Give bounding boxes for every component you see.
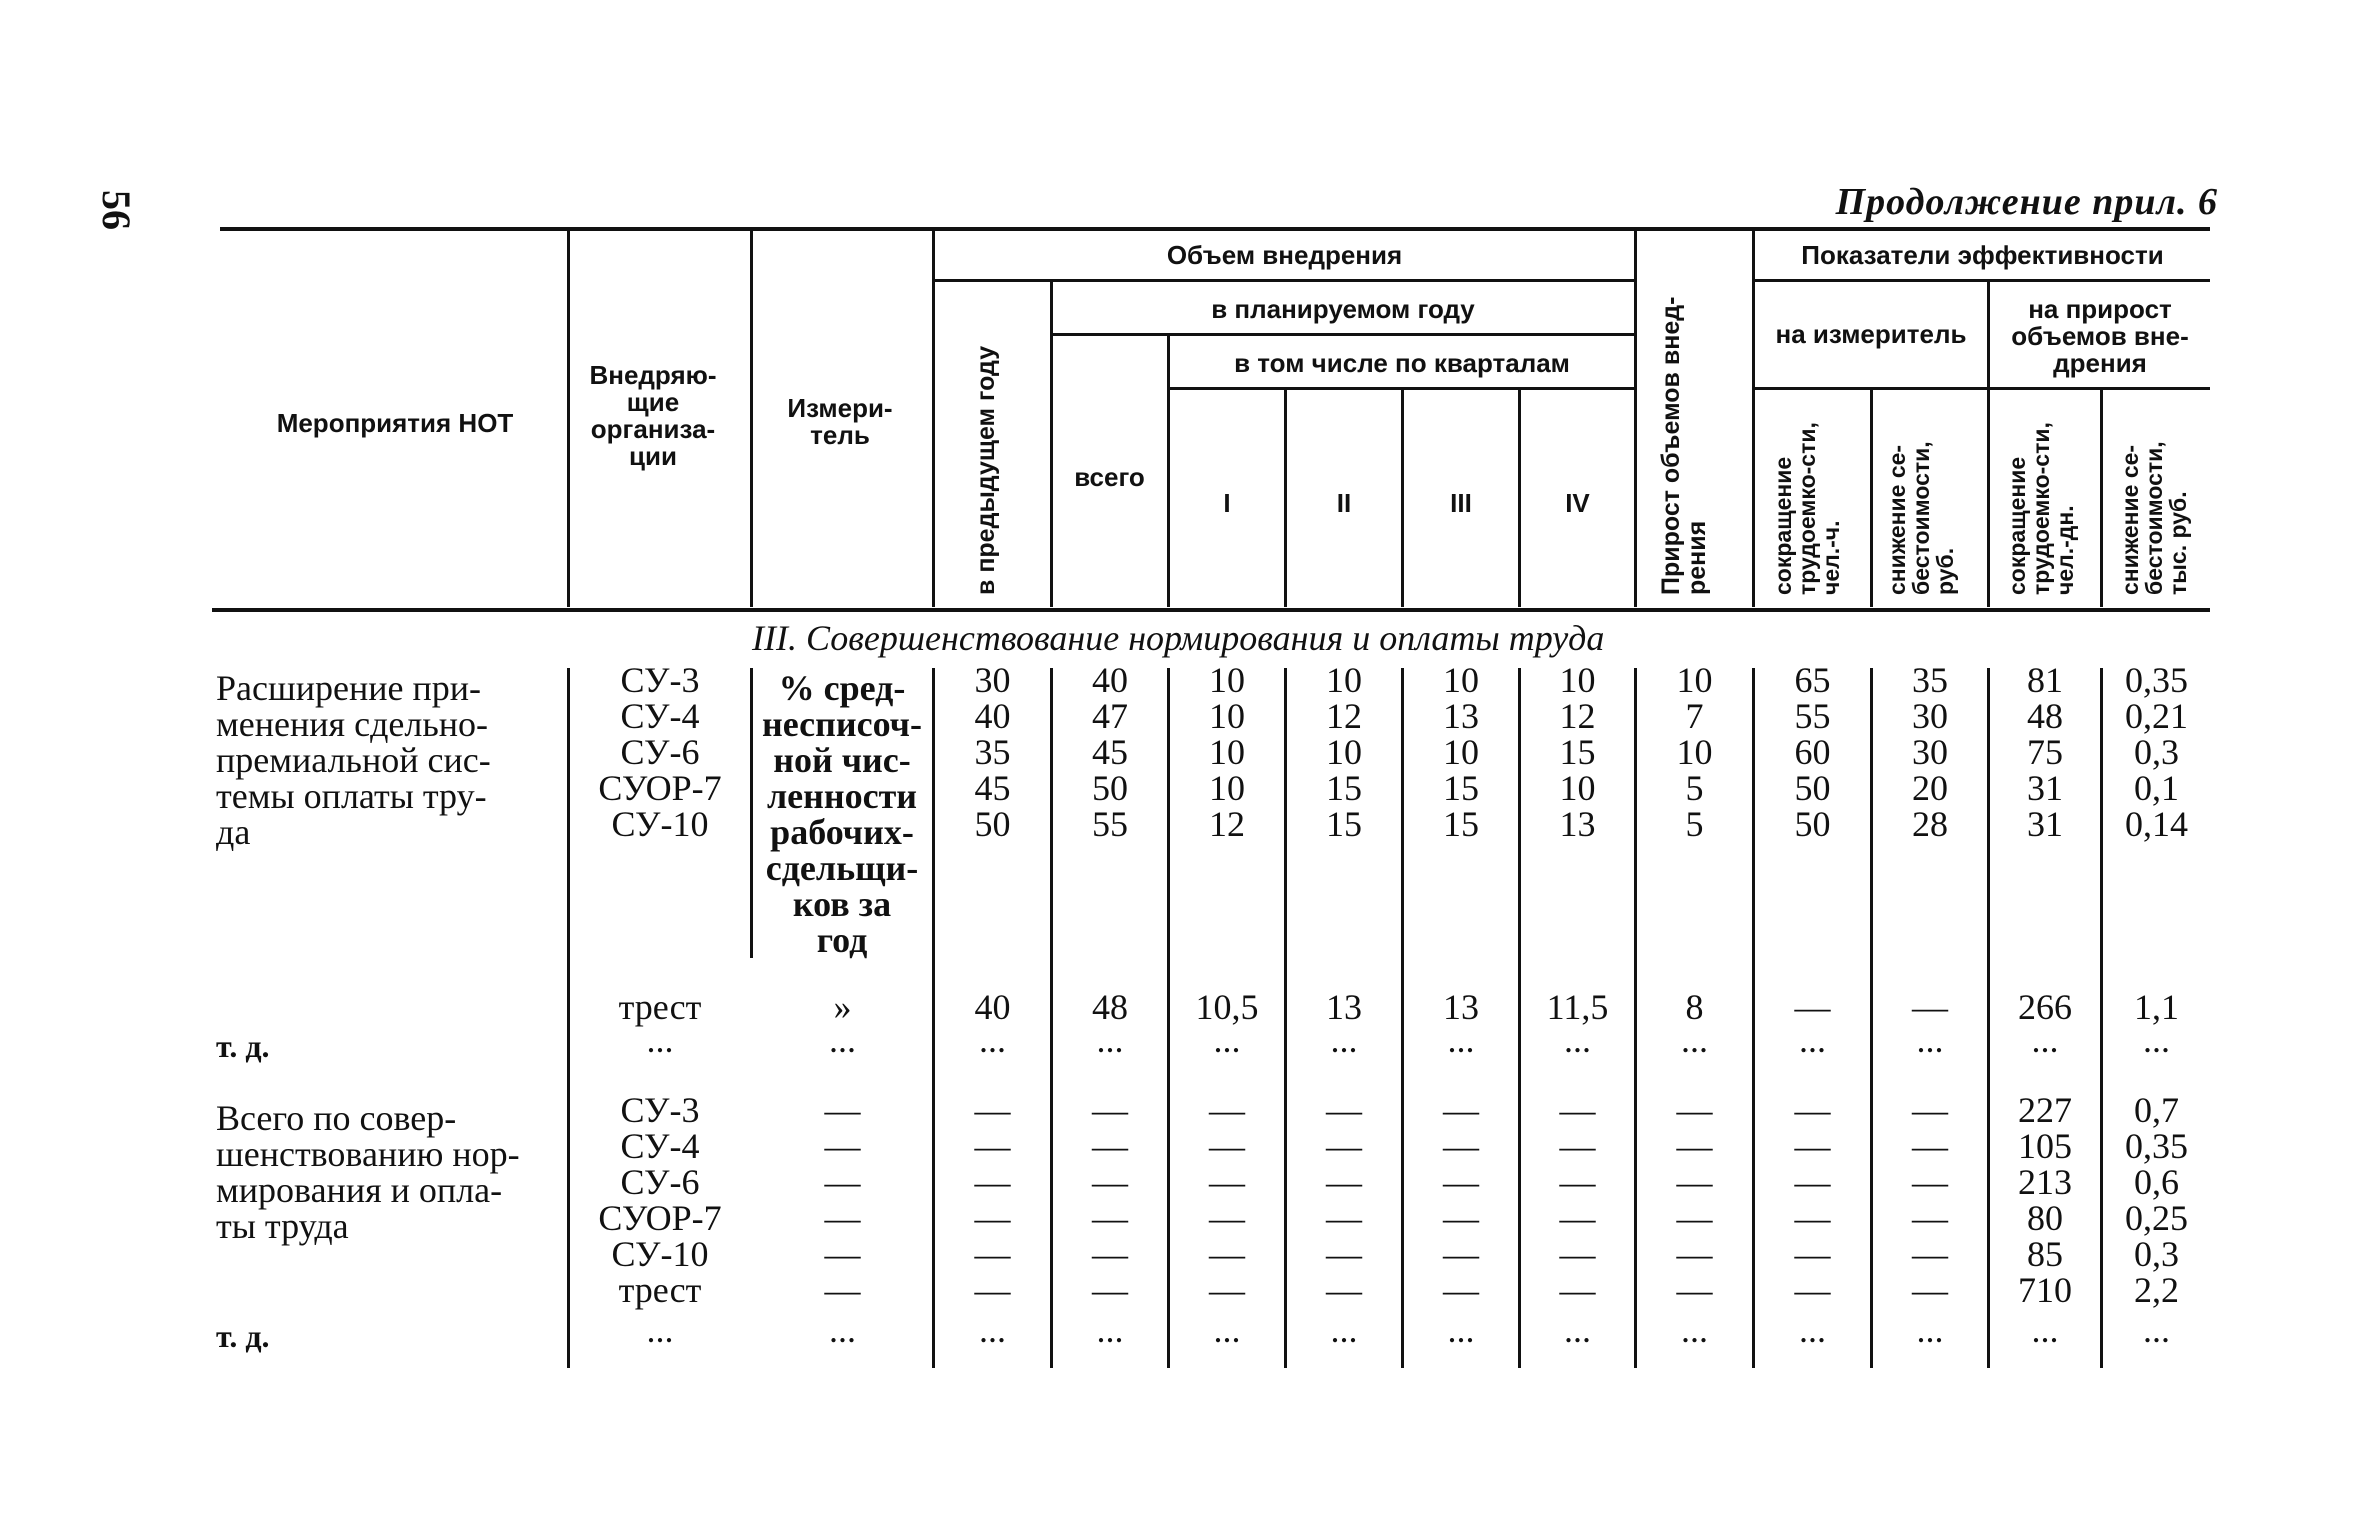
ellipsis-cell: ... bbox=[2031, 1310, 2059, 1350]
lh-cell: 50 bbox=[1794, 768, 1831, 808]
header-per-meter: на измеритель bbox=[1775, 319, 1967, 349]
ellipsis-cell: ... bbox=[829, 1020, 856, 1060]
activity-line: мирования и опла- bbox=[216, 1170, 503, 1210]
prev-cell: — bbox=[974, 1126, 1011, 1166]
group1-meter bbox=[754, 670, 930, 958]
q3-cell: — bbox=[1443, 1162, 1479, 1202]
growth-cell: — bbox=[1676, 1126, 1713, 1166]
q2-cell: 13 bbox=[1326, 987, 1362, 1027]
header-volume: Объем внедрения bbox=[1166, 240, 1403, 270]
org-cell: трест bbox=[618, 987, 702, 1027]
header-meter: Измери-тель bbox=[787, 393, 893, 450]
q1-cell: 10 bbox=[1209, 768, 1245, 808]
ellipsis-cell: ... bbox=[1799, 1020, 1826, 1060]
lh-cell: — bbox=[1794, 1162, 1831, 1202]
vline-meter bbox=[750, 231, 753, 607]
q4-cell: 13 bbox=[1559, 804, 1596, 844]
q1-cell: — bbox=[1209, 1162, 1245, 1202]
prev-cell: — bbox=[974, 1162, 1011, 1202]
activity-line: Всего по совер- bbox=[216, 1098, 457, 1138]
growth-cell: — bbox=[1676, 1090, 1713, 1130]
meter-line: год bbox=[816, 920, 868, 960]
ld-cell: 31 bbox=[2027, 804, 2063, 844]
prev-cell: 50 bbox=[974, 804, 1011, 844]
prev-cell: 40 bbox=[974, 987, 1011, 1027]
q4-cell: — bbox=[1559, 1234, 1596, 1274]
q4-cell: 10 bbox=[1559, 660, 1596, 700]
page-number: 56 bbox=[94, 190, 139, 230]
growth-cell: 5 bbox=[1685, 804, 1704, 844]
q3-cell: 13 bbox=[1443, 696, 1479, 736]
meter-line: рабочих- bbox=[770, 812, 914, 852]
ck-cell: 0,3 bbox=[2134, 732, 2179, 772]
header-org: Внедряю-щие организа-ции bbox=[589, 360, 717, 471]
cr-cell: — bbox=[1912, 1162, 1948, 1202]
q4-cell: 15 bbox=[1559, 732, 1596, 772]
meter-cell: — bbox=[824, 1090, 861, 1130]
ck-cell: 0,1 bbox=[2134, 768, 2179, 808]
q2-cell: 10 bbox=[1326, 660, 1362, 700]
lh-cell: — bbox=[1794, 1198, 1831, 1238]
meter-line: ков за bbox=[792, 884, 892, 924]
etc-label: т. д. bbox=[216, 1028, 270, 1064]
ld-cell: 85 bbox=[2027, 1234, 2063, 1274]
ld-cell: 80 bbox=[2027, 1198, 2063, 1238]
meter-cell: — bbox=[824, 1126, 861, 1166]
ellipsis-cell: ... bbox=[1564, 1020, 1591, 1060]
ld-cell: 266 bbox=[2018, 987, 2072, 1027]
prev-cell: 40 bbox=[974, 696, 1011, 736]
q4-cell: 11,5 bbox=[1546, 987, 1609, 1027]
org-cell: СУОР-7 bbox=[598, 1198, 722, 1238]
org-cell: СУ-4 bbox=[620, 1126, 700, 1166]
q3-cell: — bbox=[1443, 1090, 1479, 1130]
total-cell: 55 bbox=[1092, 804, 1128, 844]
cr-cell: 20 bbox=[1912, 768, 1948, 808]
q4-cell: 12 bbox=[1559, 696, 1596, 736]
ellipsis-cell: ... bbox=[829, 1310, 856, 1350]
cr-cell: — bbox=[1912, 1198, 1948, 1238]
top-rule bbox=[220, 227, 2210, 231]
prev-cell: — bbox=[974, 1234, 1011, 1274]
q2-cell: — bbox=[1326, 1090, 1362, 1130]
lh-cell: 60 bbox=[1794, 732, 1831, 772]
lh-cell: — bbox=[1794, 1126, 1831, 1166]
q4-cell: — bbox=[1559, 1090, 1596, 1130]
header-cost-reduction-rub: снижение се-бестоимости, руб. bbox=[1884, 441, 1958, 595]
ellipsis-cell: ... bbox=[1213, 1020, 1241, 1060]
meter-line: ной чис- bbox=[773, 740, 911, 780]
ellipsis-cell: ... bbox=[1681, 1020, 1708, 1060]
growth-cell: — bbox=[1676, 1198, 1713, 1238]
activity-line: ты труда bbox=[216, 1206, 349, 1246]
growth-cell: — bbox=[1676, 1162, 1713, 1202]
header-growth: Прирост объемов внед-рения bbox=[1657, 296, 1711, 595]
lh-cell: — bbox=[1794, 1270, 1831, 1310]
total-cell: 48 bbox=[1092, 987, 1128, 1027]
q3-cell: — bbox=[1443, 1198, 1479, 1238]
org-cell: СУ-10 bbox=[611, 1234, 709, 1274]
ellipsis-cell: ... bbox=[1916, 1020, 1944, 1060]
q4-cell: — bbox=[1559, 1126, 1596, 1166]
ld-cell: 227 bbox=[2018, 1090, 2072, 1130]
ellipsis-cell: ... bbox=[1330, 1310, 1358, 1350]
q2-cell: — bbox=[1326, 1234, 1362, 1274]
body-vline-meter bbox=[750, 668, 753, 958]
cr-cell: — bbox=[1912, 987, 1948, 1027]
prev-cell: — bbox=[974, 1270, 1011, 1310]
q1-cell: 10 bbox=[1209, 696, 1245, 736]
total-cell: 47 bbox=[1092, 696, 1128, 736]
activity-line: менения сдельно- bbox=[216, 704, 489, 744]
ld-cell: 710 bbox=[2018, 1270, 2072, 1310]
q2-cell: 10 bbox=[1326, 732, 1362, 772]
org-cell: СУ-10 bbox=[611, 804, 709, 844]
cr-cell: 28 bbox=[1912, 804, 1948, 844]
section-title: III. Совершенствование нормирования и оплаты труда bbox=[752, 618, 1605, 658]
header-q2: II bbox=[1336, 488, 1352, 518]
ck-cell: 0,14 bbox=[2125, 804, 2188, 844]
ck-cell: 0,21 bbox=[2125, 696, 2188, 736]
q1-cell: — bbox=[1209, 1270, 1245, 1310]
ellipsis-cell: ... bbox=[1799, 1310, 1826, 1350]
header-q3: III bbox=[1450, 488, 1472, 518]
q1-cell: 10 bbox=[1209, 732, 1245, 772]
cr-cell: — bbox=[1912, 1234, 1948, 1274]
ellipsis-cell: ... bbox=[1096, 1310, 1124, 1350]
total-cell: — bbox=[1092, 1126, 1128, 1166]
org-cell: трест bbox=[618, 1270, 702, 1310]
activity-line: премиальной сис- bbox=[216, 740, 491, 780]
q3-cell: — bbox=[1443, 1270, 1479, 1310]
vline-per-meter-mid bbox=[1870, 390, 1873, 607]
ellipsis-cell: ... bbox=[1447, 1020, 1475, 1060]
q2-cell: — bbox=[1326, 1162, 1362, 1202]
header-prev-year: в предыдущем году bbox=[972, 345, 1000, 595]
q2-cell: — bbox=[1326, 1198, 1362, 1238]
q2-cell: 15 bbox=[1326, 768, 1362, 808]
org-cell: СУ-6 bbox=[620, 732, 700, 772]
header-labor-reduction-days: сокращение трудоемко-сти, чел.-дн. bbox=[2004, 422, 2078, 595]
rule-volume bbox=[935, 279, 1634, 282]
total-cell: 40 bbox=[1092, 660, 1128, 700]
ck-cell: 0,35 bbox=[2125, 660, 2188, 700]
meter-cell: — bbox=[824, 1198, 861, 1238]
ld-cell: 75 bbox=[2027, 732, 2063, 772]
total-cell: — bbox=[1092, 1270, 1128, 1310]
q2-cell: — bbox=[1326, 1126, 1362, 1166]
q3-cell: — bbox=[1443, 1126, 1479, 1166]
header-planned-year: в планируемом году bbox=[1211, 294, 1475, 324]
org-cell: СУОР-7 bbox=[598, 768, 722, 808]
vline-growth bbox=[1634, 231, 1637, 607]
ck-cell: 0,6 bbox=[2134, 1162, 2179, 1202]
ellipsis-cell: ... bbox=[2031, 1020, 2059, 1060]
prev-cell: — bbox=[974, 1198, 1011, 1238]
continuation-label: Продолжение прил. 6 bbox=[1835, 181, 2218, 223]
ellipsis-cell: ... bbox=[1681, 1310, 1708, 1350]
q1-cell: 10,5 bbox=[1195, 987, 1259, 1027]
cr-cell: — bbox=[1912, 1270, 1948, 1310]
vline-prev bbox=[932, 231, 935, 607]
prev-cell: 30 bbox=[974, 660, 1011, 700]
q3-cell: 13 bbox=[1443, 987, 1479, 1027]
vline-org bbox=[567, 231, 570, 607]
group1-activity bbox=[216, 670, 546, 850]
ellipsis-cell: ... bbox=[1916, 1310, 1944, 1350]
header-cost-reduction-krub: снижение се-бестоимости, тыс. руб. bbox=[2117, 441, 2191, 595]
lh-cell: 65 bbox=[1794, 660, 1831, 700]
ld-cell: 48 bbox=[2027, 696, 2063, 736]
growth-cell: — bbox=[1676, 1234, 1713, 1274]
rule-planned bbox=[1052, 333, 1634, 336]
lh-cell: — bbox=[1794, 987, 1831, 1027]
header-total: всего bbox=[1074, 462, 1145, 492]
activity-line: шенствованию нор- bbox=[216, 1134, 520, 1174]
ck-cell: 0,7 bbox=[2134, 1090, 2179, 1130]
org-cell: СУ-3 bbox=[620, 1090, 700, 1130]
q3-cell: 15 bbox=[1443, 768, 1479, 808]
q2-cell: — bbox=[1326, 1270, 1362, 1310]
q3-cell: 15 bbox=[1443, 804, 1479, 844]
meter-line: сдельщи- bbox=[765, 848, 919, 888]
rule-efficiency bbox=[1755, 279, 2210, 282]
q4-cell: — bbox=[1559, 1270, 1596, 1310]
lh-cell: — bbox=[1794, 1090, 1831, 1130]
vline-planned bbox=[1050, 282, 1053, 607]
cr-cell: 30 bbox=[1912, 732, 1948, 772]
etc-label: т. д. bbox=[216, 1318, 270, 1354]
total-cell: — bbox=[1092, 1162, 1128, 1202]
q1-cell: — bbox=[1209, 1090, 1245, 1130]
prev-cell: 45 bbox=[974, 768, 1011, 808]
ellipsis-cell: ... bbox=[646, 1020, 674, 1060]
q3-cell: 10 bbox=[1443, 732, 1479, 772]
header-efficiency: Показатели эффективности bbox=[1801, 240, 2164, 270]
q2-cell: 12 bbox=[1326, 696, 1362, 736]
activity-line: да bbox=[216, 812, 251, 852]
ck-cell: 1,1 bbox=[2134, 987, 2179, 1027]
cr-cell: 30 bbox=[1912, 696, 1948, 736]
q1-cell: — bbox=[1209, 1234, 1245, 1274]
ellipsis-cell: ... bbox=[646, 1310, 674, 1350]
q2-cell: 15 bbox=[1326, 804, 1362, 844]
ellipsis-cell: ... bbox=[1447, 1310, 1475, 1350]
ck-cell: 0,3 bbox=[2134, 1234, 2179, 1274]
org-cell: СУ-4 bbox=[620, 696, 700, 736]
header-per-growth: на прирост объемов вне-дрения bbox=[2011, 294, 2189, 378]
ellipsis-cell: ... bbox=[1213, 1310, 1241, 1350]
lh-cell: 55 bbox=[1794, 696, 1831, 736]
q3-cell: 10 bbox=[1443, 660, 1479, 700]
prev-cell: — bbox=[974, 1090, 1011, 1130]
cr-cell: 35 bbox=[1912, 660, 1948, 700]
q1-cell: 12 bbox=[1209, 804, 1245, 844]
ld-cell: 31 bbox=[2027, 768, 2063, 808]
header-activity: Мероприятия НОТ bbox=[276, 408, 514, 438]
q3-cell: — bbox=[1443, 1234, 1479, 1274]
ellipsis-cell: ... bbox=[2143, 1020, 2170, 1060]
q1-cell: 10 bbox=[1209, 660, 1245, 700]
activity-line: темы оплаты тру- bbox=[216, 776, 487, 816]
header-labor-reduction-hours: сокращение трудоемко-сти, чел.-ч. bbox=[1770, 422, 1844, 595]
meter-line: ленности bbox=[766, 776, 918, 816]
q4-cell: 10 bbox=[1559, 768, 1596, 808]
header-quarters: в том числе по кварталам bbox=[1234, 348, 1570, 378]
q1-cell: — bbox=[1209, 1126, 1245, 1166]
growth-cell: 5 bbox=[1685, 768, 1704, 808]
ld-cell: 105 bbox=[2018, 1126, 2072, 1166]
prev-cell: 35 bbox=[974, 732, 1011, 772]
growth-cell: 7 bbox=[1685, 696, 1704, 736]
ellipsis-cell: ... bbox=[1330, 1020, 1358, 1060]
growth-cell: 10 bbox=[1676, 732, 1713, 772]
meter-line: % сред- bbox=[778, 668, 906, 708]
total-cell: — bbox=[1092, 1090, 1128, 1130]
ld-cell: 213 bbox=[2018, 1162, 2072, 1202]
header-q4: IV bbox=[1565, 488, 1590, 518]
cr-cell: — bbox=[1912, 1126, 1948, 1166]
meter-line: несписоч- bbox=[762, 704, 922, 744]
total-cell: 45 bbox=[1092, 732, 1128, 772]
vline-per-growth-mid bbox=[2100, 390, 2103, 607]
header-bottom-rule bbox=[212, 608, 2210, 612]
meter-cell: — bbox=[824, 1270, 861, 1310]
ellipsis-cell: ... bbox=[2143, 1310, 2170, 1350]
ellipsis-cell: ... bbox=[979, 1020, 1006, 1060]
ck-cell: 2,2 bbox=[2134, 1270, 2179, 1310]
q1-cell: — bbox=[1209, 1198, 1245, 1238]
growth-cell: 8 bbox=[1685, 987, 1704, 1027]
activity-line: Расширение при- bbox=[216, 668, 481, 708]
lh-cell: — bbox=[1794, 1234, 1831, 1274]
growth-cell: 10 bbox=[1676, 660, 1713, 700]
header-q1: I bbox=[1223, 488, 1231, 518]
q4-cell: — bbox=[1559, 1162, 1596, 1202]
ellipsis-cell: ... bbox=[1564, 1310, 1591, 1350]
ellipsis-cell: ... bbox=[1096, 1020, 1124, 1060]
meter-cell: — bbox=[824, 1234, 861, 1274]
org-cell: СУ-6 bbox=[620, 1162, 700, 1202]
vline-efficiency bbox=[1752, 231, 1755, 607]
ck-cell: 0,35 bbox=[2125, 1126, 2188, 1166]
meter-cell: » bbox=[833, 987, 852, 1027]
meter-cell: — bbox=[824, 1162, 861, 1202]
group2-activity bbox=[216, 1100, 546, 1244]
total-cell: — bbox=[1092, 1234, 1128, 1274]
q4-cell: — bbox=[1559, 1198, 1596, 1238]
ld-cell: 81 bbox=[2027, 660, 2063, 700]
ellipsis-cell: ... bbox=[979, 1310, 1006, 1350]
ck-cell: 0,25 bbox=[2125, 1198, 2188, 1238]
lh-cell: 50 bbox=[1794, 804, 1831, 844]
growth-cell: — bbox=[1676, 1270, 1713, 1310]
total-cell: 50 bbox=[1092, 768, 1128, 808]
cr-cell: — bbox=[1912, 1090, 1948, 1130]
org-cell: СУ-3 bbox=[620, 660, 700, 700]
total-cell: — bbox=[1092, 1198, 1128, 1238]
